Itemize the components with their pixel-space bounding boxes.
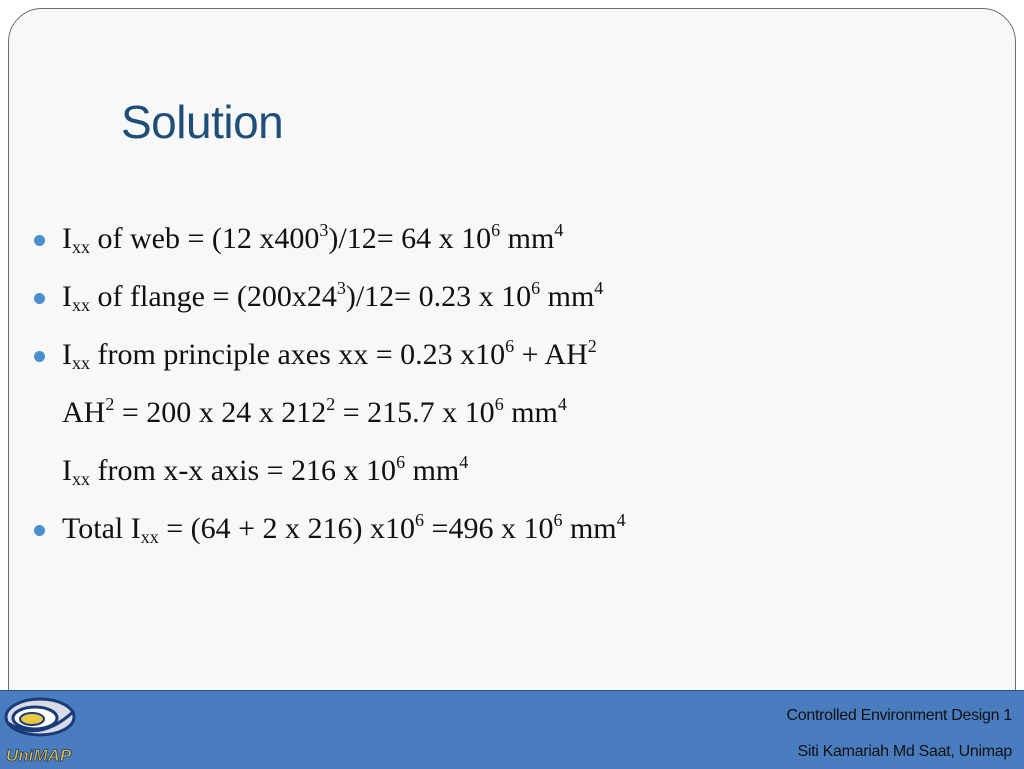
equation-text: mm [540, 280, 595, 313]
superscript: 2 [326, 394, 336, 414]
equation-text: AH [62, 396, 106, 429]
bullet-icon [34, 351, 45, 362]
subscript: xx [72, 469, 90, 489]
equation-text: Total I [62, 512, 141, 545]
equation-text: = 215.7 x 10 [335, 396, 495, 429]
superscript: 6 [531, 278, 541, 298]
subscript: xx [72, 237, 90, 257]
superscript: 3 [336, 278, 346, 298]
equation-line [62, 222, 563, 256]
equation-text: mm [562, 512, 617, 545]
subscript: xx [72, 353, 90, 373]
superscript: 4 [557, 394, 567, 414]
equation-text: = (64 + 2 x 216) x10 [158, 512, 416, 545]
equation-text: I [62, 222, 72, 255]
superscript: 2 [105, 394, 115, 414]
equation-text: )/12= 0.23 x 10 [345, 280, 532, 313]
equation-text: mm [405, 454, 460, 487]
superscript: 6 [505, 336, 515, 356]
unimap-logo [2, 693, 78, 767]
equation-text: = 200 x 24 x 212 [114, 396, 327, 429]
equation-line [62, 280, 603, 314]
slide-footer [0, 690, 1024, 769]
equation-text: + AH [514, 338, 588, 371]
footer-course: Controlled Environment Design 1 [786, 707, 1012, 724]
equation-text: from principle axes xx = 0.23 x10 [90, 338, 506, 371]
equation-text: mm [503, 396, 558, 429]
equation-line [62, 512, 626, 546]
bullet-icon [34, 293, 45, 304]
superscript: 6 [491, 220, 501, 240]
superscript: 6 [553, 510, 563, 530]
superscript: 4 [616, 510, 626, 530]
footer-author: Siti Kamariah Md Saat, Unimap [797, 743, 1012, 760]
equation-line [62, 454, 468, 488]
equation-text: I [62, 338, 72, 371]
subscript: xx [140, 527, 159, 547]
equation-text: I [62, 280, 72, 313]
superscript: 6 [396, 452, 406, 472]
equation-text: I [62, 454, 72, 487]
superscript: 4 [459, 452, 469, 472]
slide-title: Solution [121, 96, 284, 148]
equation-text: =496 x 10 [424, 512, 554, 545]
superscript: 4 [554, 220, 564, 240]
subscript: xx [72, 295, 90, 315]
equation-line [62, 396, 567, 430]
equation-text: of web = (12 x400 [90, 222, 320, 255]
bullet-icon [34, 235, 45, 246]
equation-text: mm [500, 222, 555, 255]
superscript: 6 [494, 394, 504, 414]
equation-text: from x-x axis = 216 x 10 [90, 454, 397, 487]
superscript: 4 [594, 278, 604, 298]
superscript: 3 [319, 220, 329, 240]
logo-text: UniMAP [6, 746, 72, 765]
equation-text: )/12= 64 x 10 [328, 222, 492, 255]
superscript: 2 [587, 336, 597, 356]
superscript: 6 [415, 510, 425, 530]
bullet-icon [34, 525, 45, 536]
equation-text: of flange = (200x24 [90, 280, 337, 313]
equation-line [62, 338, 597, 372]
